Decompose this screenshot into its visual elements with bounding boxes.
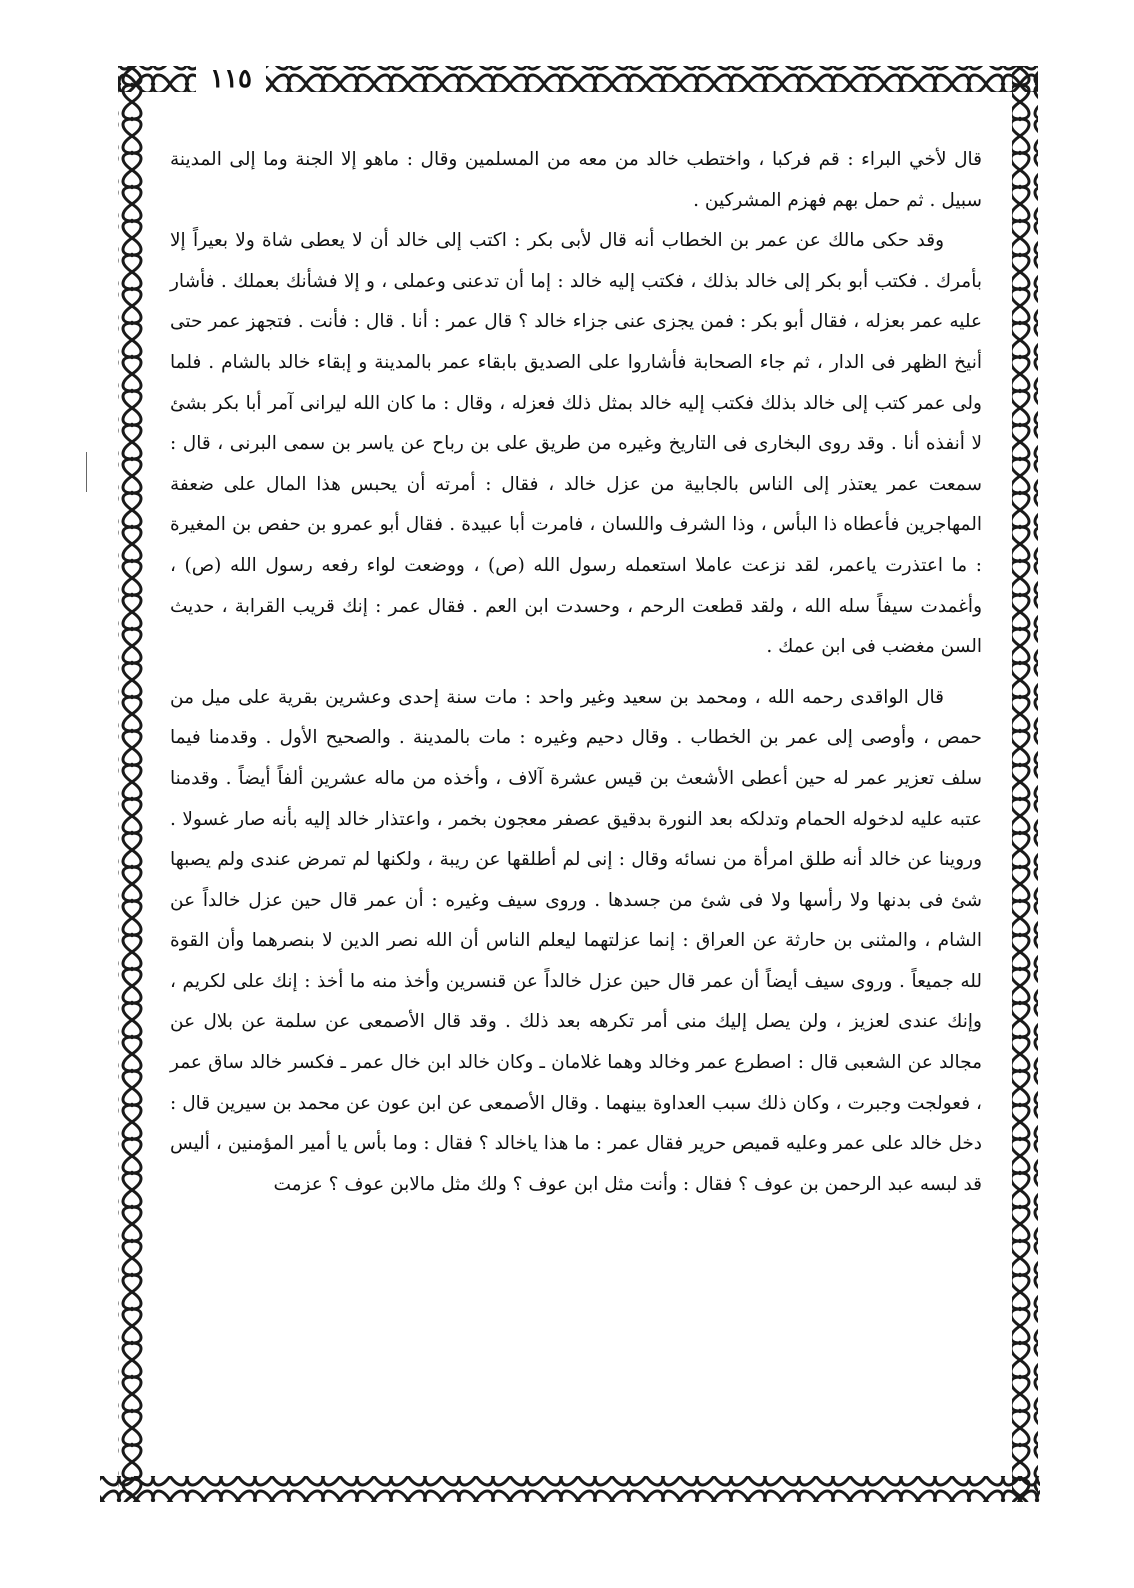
body-text [170,140,982,1520]
page-number: ١١٥ [196,62,266,96]
margin-mark [86,452,87,492]
paragraph-gap [170,668,982,678]
paragraph-2: وقد حكى مالك عن عمر بن الخطاب أنه قال لأبى بكر : اكتب إلى خالد أن لا يعطى شاة ولا بعيراً إلا بأمرك . فكتب أبو بكر إلى خالد بذلك ، فكتب إليه خالد : إما أن تدعنى وعملى ، و إلا فشأنك بعملك . فأشار عليه عمر بعزله ، فقال أبو بكر : فمن يجزى عنى جزاء خالد ؟ قال عمر : أنا . قال : فأنت . فتجهز عمر حتى أنيخ الظهر فى الدار ، ثم جاء الصحابة فأشاروا على الصديق بابقاء عمر بالمدينة و إبقاء خالد بالشام . فلما ولى عمر كتب إلى خالد بذلك فكتب إليه خالد بمثل ذلك فعزله ، وقال : ما كان الله ليرانى آمر أبا بكر بشئ لا أنفذه أنا . وقد روى البخارى فى التاريخ وغيره من طريق على بن رباح عن ياسر بن سمى البرنى ، قال : سمعت عمر يعتذر إلى الناس بالجابية من عزل خالد ، فقال : أمرته أن يحبس هذا المال على ضعفة المهاجرين فأعطاه ذا البأس ، وذا الشرف واللسان ، فامرت أبا عبيدة . فقال أبو عمرو بن حفص بن المغيرة : ما اعتذرت ياعمر، لقد نزعت عاملا استعمله رسول الله (ص) ، ووضعت لواء رفعه رسول الله (ص) ، وأغمدت سيفاً سله الله ، ولقد قطعت الرحم ، وحسدت ابن العم . فقال عمر : إنك قريب القرابة ، حديث السن مغضب فى ابن عمك . [170,230,982,658]
paragraph-1: قال لأخي البراء : قم فركبا ، واختطب خالد من معه من المسلمين وقال : ماهو إلا الجنة وما إلى المدينة سبيل . ثم حمل بهم فهزم المشركين . [170,149,982,211]
paragraph-3: قال الواقدى رحمه الله ، ومحمد بن سعيد وغير واحد : مات سنة إحدى وعشرين بقرية على ميل من حمص ، وأوصى إلى عمر بن الخطاب . وقال دحيم وغيره : مات بالمدينة . والصحيح الأول . وقدمنا فيما سلف تعزير عمر له حين أعطى الأشعث بن قيس عشرة آلاف ، وأخذه من ماله عشرين ألفاً أيضاً . وقدمنا عتبه عليه لدخوله الحمام وتدلكه بعد النورة بدقيق عصفر معجون بخمر ، واعتذار خالد إليه بأنه صار غسولا . وروينا عن خالد أنه طلق امرأة من نسائه وقال : إنى لم أطلقها عن ريبة ، ولكنها لم تمرض عندى ولم يصبها شئ فى بدنها ولا رأسها ولا فى شئ من جسدها . وروى سيف وغيره : أن عمر قال حين عزل خالداً عن الشام ، والمثنى بن حارثة عن العراق : إنما عزلتهما ليعلم الناس أن الله نصر الدين لا بنصرهما وأن القوة لله جميعاً . وروى سيف أيضاً أن عمر قال حين عزل خالداً عن قنسرين وأخذ منه ما أخذ : إنك على لكريم ، وإنك عندى لعزيز ، ولن يصل إليك منى أمر تكرهه بعد ذلك . وقد قال الأصمعى عن سلمة عن بلال عن مجالد عن الشعبى قال : اصطرع عمر وخالد وهما غلامان ـ وكان خالد ابن خال عمر ـ فكسر خالد ساق عمر ، فعولجت وجبرت ، وكان ذلك سبب العداوة بينهما . وقال الأصمعى عن ابن عون عن محمد بن سيرين قال : دخل خالد على عمر وعليه قميص حرير فقال عمر : ما هذا ياخالد ؟ فقال : وما بأس يا أمير المؤمنين ، أليس قد لبسه عبد الرحمن بن عوف ؟ فقال : وأنت مثل ابن عوف ؟ ولك مثل مالابن عوف ؟ عزمت [170,686,982,1195]
